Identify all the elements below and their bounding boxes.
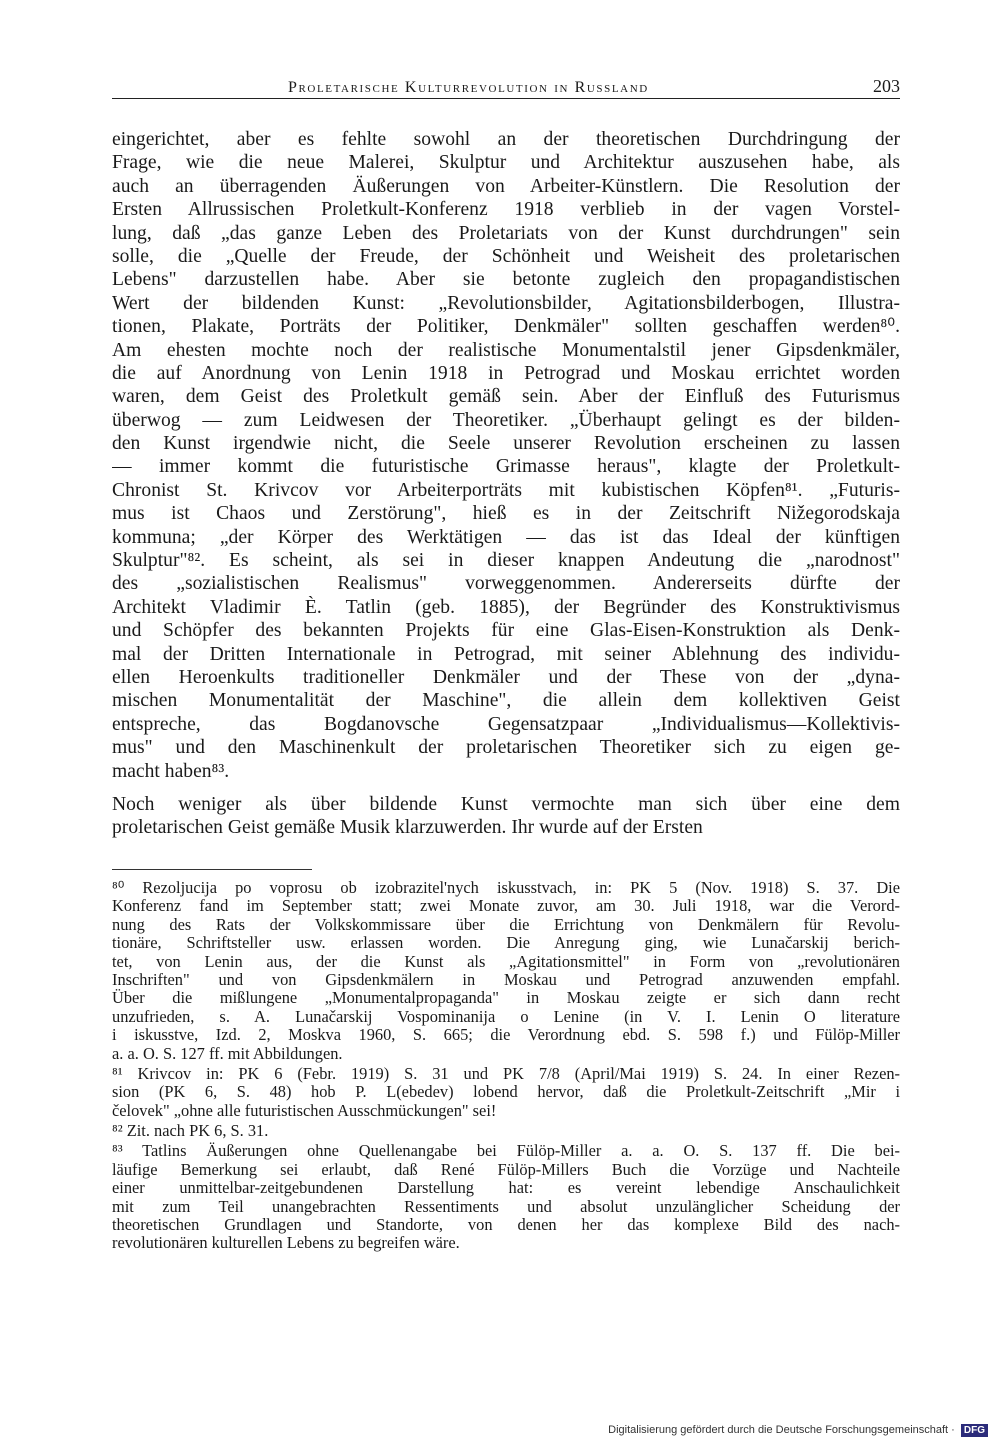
funding-note: Digitalisierung gefördert durch die Deutsche Forschungsgemeinschaft ·	[608, 1424, 955, 1436]
footnote-line: Konferenz fand im September statt; zwei Monate zuvor, am 30. Juli 1918, war die Verord-	[112, 897, 900, 916]
footnote-line: theoretischen Grundlagen und Standorte, von denen her das komplexe Bild des nach-	[112, 1216, 900, 1235]
footnote-separator	[112, 869, 312, 870]
footnote-line: läufige Bemerkung sei erlaubt, daß René Fülöp-Millers Buch die Vorzüge und Nachteile	[112, 1160, 900, 1179]
text-line: des „sozialistischen Realismus" vorweggenommen. Andererseits dürfte der	[112, 573, 900, 595]
page-number: 203	[867, 76, 900, 97]
text-line: überwog — zum Leidwesen der Theoretiker. „Überhaupt gelingt es der bilden-	[112, 409, 900, 431]
footnote-line: sion (PK 6, S. 48) hob P. L(ebedev) lobend hervor, daß die Proletkult-Zeitschrift „Mir i	[112, 1083, 900, 1102]
footnote	[112, 1065, 900, 1120]
paragraph	[112, 793, 900, 840]
footnote-line: ⁸⁰ Rezoljucija po voprosu ob izobrazitel'nych iskusstvach, in: PK 5 (Nov. 1918) S. 37. Die	[112, 879, 900, 897]
footnote-line: i iskusstve, Izd. 2, Moskva 1960, S. 665; die Verordnung ebd. S. 598 f.) und Fülöp-Miller	[112, 1026, 900, 1045]
text-line: waren, dem Geist des Proletkult gemäß sein. Aber der Einfluß des Futurismus	[112, 386, 900, 408]
text-line: auch an überragenden Äußerungen von Arbeiter-Künstlern. Die Resolution der	[112, 175, 900, 197]
funding-footer	[608, 1424, 988, 1437]
text-line: eingerichtet, aber es fehlte sowohl an der theoretischen Durchdringung der	[112, 129, 900, 150]
text-line: mus" und den Maschinenkult der proletarischen Theoretiker sich zu eigen ge-	[112, 737, 900, 759]
text-line: Chronist St. Krivcov vor Arbeiterporträts mit kubistischen Köpfen⁸¹. „Futuris-	[112, 479, 900, 501]
footnote-line: ⁸³ Tatlins Äußerungen ohne Quellenangabe bei Fülöp-Miller a. a. O. S. 137 ff. Die bei-	[112, 1142, 900, 1161]
text-line: Am ehesten mochte noch der realistische Monumentalstil jener Gipsdenkmäler,	[112, 339, 900, 361]
text-line: die auf Anordnung von Lenin 1918 in Petrograd und Moskau errichtet worden	[112, 362, 900, 384]
text-line: mischen Monumentalität der Maschine", die allein dem kollektiven Geist	[112, 690, 900, 712]
text-line: und Schöpfer des bekannten Projekts für eine Glas-Eisen-Konstruktion als Denk-	[112, 620, 900, 642]
text-line: den Kunst irgendwie nicht, die Seele unserer Revolution erscheinen zu lassen	[112, 433, 900, 455]
footnote-line: čelovek" „ohne alle futuristischen Ausschmückungen" sei!	[112, 1101, 497, 1120]
footnotes	[112, 879, 900, 1253]
text-line: Lebens" darzustellen habe. Aber sie betonte zugleich den propagandistischen	[112, 269, 900, 291]
text-line: tionen, Plakate, Porträts der Politiker, Denkmäler" sollten geschaffen werden⁸⁰.	[112, 316, 900, 338]
text-line: Noch weniger als über bildende Kunst vermochte man sich über eine dem	[112, 793, 900, 815]
footnote-line: mit zum Teil unangebrachten Ressentiments und absolut unzulänglicher Scheidung der	[112, 1197, 900, 1216]
text-line: entspreche, das Bogdanovsche Gegensatzpaar „Individualismus—Kollektivis-	[112, 713, 900, 735]
text-line: Architekt Vladimir È. Tatlin (geb. 1885), der Begründer des Konstruktivismus	[112, 596, 900, 618]
footnote-line: Inschriften" und von Gipsdenkmälern in Moskau und Petrograd anzuwenden empfahl.	[112, 970, 900, 989]
text-line: Wert der bildenden Kunst: „Revolutionsbilder, Agitationsbilderbogen, Illustra-	[112, 292, 900, 314]
header-rule	[112, 98, 900, 99]
running-header	[112, 76, 900, 102]
footnote-line: nung des Rats der Volkskommissare über die Errichtung von Denkmälern für Revolu-	[112, 915, 900, 934]
paragraph	[112, 128, 900, 783]
text-line: proletarischen Geist gemäße Musik klarzuwerden. Ihr wurde auf der Ersten	[112, 817, 703, 839]
text-line: kommuna; „der Körper des Werktätigen — das ist das Ideal der künftigen	[112, 526, 900, 548]
footnote-line: Über die mißlungene „Monumentalpropaganda" in Moskau zeigte er sich dann recht	[112, 989, 900, 1008]
text-line: Frage, wie die neue Malerei, Skulptur und Architektur auszusehen habe, als	[112, 152, 900, 174]
text-line: Skulptur"⁸². Es scheint, als sei in dieser knappen Andeutung die „narodnost"	[112, 550, 900, 572]
text-line: lung, daß „das ganze Leben des Proletariats von der Kunst durchdrungen" sein	[112, 222, 900, 244]
footnote-line: tionäre, Schriftsteller usw. erlassen worden. Die Anregung ging, wie Lunačarskij berich-	[112, 934, 900, 953]
text-line: Ersten Allrussischen Proletkult-Konferenz 1918 verblieb in der vagen Vorstel-	[112, 199, 900, 221]
text-line: mus ist Chaos und Zerstörung", hieß es in der Zeitschrift Nižegorodskaja	[112, 503, 900, 525]
text-line: mal der Dritten Internationale in Petrograd, mit seiner Ablehnung des individu-	[112, 643, 900, 665]
footnote-line: tet, von Lenin aus, der die Kunst als „Agitationsmittel" in Form von „revolutionären	[112, 952, 900, 971]
text-line: — immer kommt die futuristische Grimasse heraus", klagte der Proletkult-	[112, 456, 900, 478]
footnote	[112, 1122, 900, 1140]
text-line: ellen Heroenkults traditioneller Denkmäler und der These von der „dyna-	[112, 666, 900, 688]
footnote-line: revolutionären kulturellen Lebens zu begreifen wäre.	[112, 1234, 460, 1253]
text-line: solle, die „Quelle der Freude, der Schönheit und Weisheit des proletarischen	[112, 245, 900, 267]
footnote-line: unzufrieden, s. A. Lunačarskij Vospominanija o Lenine (in V. I. Lenin O literature	[112, 1007, 900, 1026]
dfg-logo: DFG	[961, 1424, 988, 1437]
footnote	[112, 879, 900, 1063]
main-text	[112, 128, 900, 840]
footnote-line: einer unmittelbar-zeitgebundenen Darstellung hat: es vereint lebendige Anschaulichkeit	[112, 1179, 900, 1198]
text-line: macht haben⁸³.	[112, 760, 230, 782]
footnote-line: a. a. O. S. 127 ff. mit Abbildungen.	[112, 1044, 343, 1063]
running-title: Proletarische Kulturrevolution in Russland	[284, 79, 653, 97]
footnote	[112, 1142, 900, 1252]
footnote-line: ⁸² Zit. nach PK 6, S. 31.	[112, 1122, 269, 1141]
footnote-line: ⁸¹ Krivcov in: PK 6 (Febr. 1919) S. 31 und PK 7/8 (April/Mai 1919) S. 24. In einer Rezen-	[112, 1064, 900, 1083]
